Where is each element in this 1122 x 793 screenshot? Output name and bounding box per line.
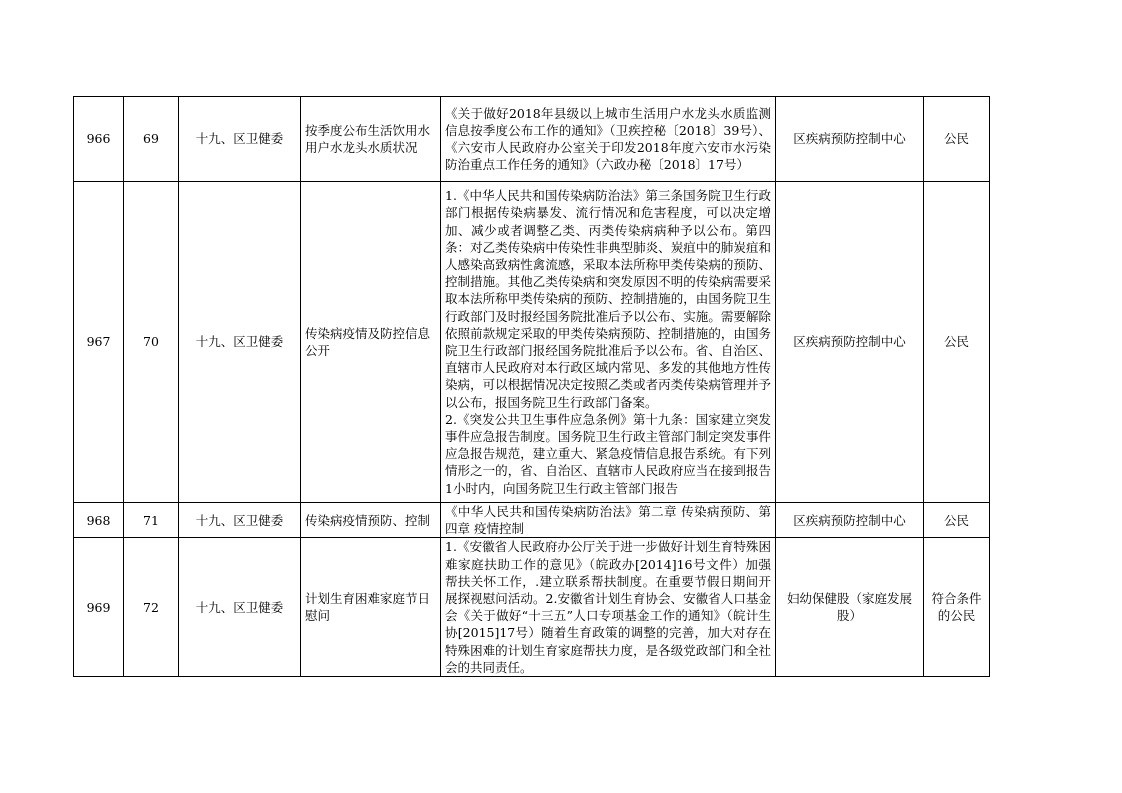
row-target: 公民 <box>924 503 990 538</box>
basis-paragraph: 1.《安徽省人民政府办公厅关于进一步做好计划生育特殊困难家庭扶助工作的意见》（皖政办[2014]16号文件）加强帮扶关怀工作，.建立联系帮扶制度。在重要节假日期间开展探视慰问活动。2.安徽省计划生育协会、安徽省人口基金会《关于做好“十三五”人口专项基金工作的通知》（皖计生协[2015]17号）随着生育政策的调整的完善，加大对存在特殊困难的计划生育家庭帮扶力度，是各级党政部门和全社会的共同责任。 <box>445 539 771 675</box>
row-basis <box>441 538 776 677</box>
row-responsible: 区疾病预防控制中心 <box>776 503 924 538</box>
row-sub-index: 69 <box>124 97 179 182</box>
row-sub-index: 70 <box>124 182 179 503</box>
row-item: 传染病疫情预防、控制 <box>301 503 441 538</box>
table-row <box>74 538 990 677</box>
row-index: 968 <box>74 503 124 538</box>
basis-paragraph: 2.《突发公共卫生事件应急条例》第十九条：国家建立突发事件应急报告制度。国务院卫生行政主管部门制定突发事件应急报告规范，建立重大、紧急疫情信息报告系统。有下列情形之一的，省、自治区、直辖市人民政府应当在接到报告1小时内，向国务院卫生行政主管部门报告 <box>445 411 771 496</box>
row-index: 969 <box>74 538 124 677</box>
disclosure-table <box>73 96 990 677</box>
row-target: 公民 <box>924 97 990 182</box>
basis-paragraph: 1.《中华人民共和国传染病防治法》第三条国务院卫生行政部门根据传染病暴发、流行情况和危害程度，可以决定增加、减少或者调整乙类、丙类传染病病种予以公布。第四条：对乙类传染病中传染性非典型肺炎、炭疽中的肺炭疽和人感染高致病性禽流感，采取本法所称甲类传染病的预防、控制措施。其他乙类传染病和突发原因不明的传染病需要采取本法所称甲类传染病的预防、控制措施的，由国务院卫生行政部门及时报经国务院批准后予以公布、实施。需要解除依照前款规定采取的甲类传染病预防、控制措施的，由国务院卫生行政部门报经国务院批准后予以公布。省、自治区、直辖市人民政府对本行政区域内常见、多发的其他地方性传染病，可以根据情况决定按照乙类或者丙类传染病管理并予以公布，报国务院卫生行政部门备案。 <box>445 188 771 410</box>
table-row <box>74 182 990 503</box>
row-sub-index: 72 <box>124 538 179 677</box>
row-department: 十九、区卫健委 <box>179 97 301 182</box>
row-responsible: 区疾病预防控制中心 <box>776 182 924 503</box>
row-target: 符合条件的公民 <box>924 538 990 677</box>
basis-paragraph: 《中华人民共和国传染病防治法》第二章 传染病预防、第四章 疫情控制 <box>445 504 771 537</box>
row-responsible: 妇幼保健股（家庭发展股） <box>776 538 924 677</box>
row-department: 十九、区卫健委 <box>179 538 301 677</box>
row-index: 966 <box>74 97 124 182</box>
table-row <box>74 97 990 182</box>
row-sub-index: 71 <box>124 503 179 538</box>
row-item: 传染病疫情及防控信息公开 <box>301 182 441 503</box>
row-target: 公民 <box>924 182 990 503</box>
row-department: 十九、区卫健委 <box>179 503 301 538</box>
row-item: 计划生育困难家庭节日慰问 <box>301 538 441 677</box>
row-responsible: 区疾病预防控制中心 <box>776 97 924 182</box>
row-department: 十九、区卫健委 <box>179 182 301 503</box>
row-item: 按季度公布生活饮用水用户水龙头水质状况 <box>301 97 441 182</box>
basis-paragraph: 《关于做好2018年县级以上城市生活用户水龙头水质监测信息按季度公布工作的通知》（卫疾控秘〔2018〕39号）、《六安市人民政府办公室关于印发2018年度六安市水污染防治重点工作任务的通知》（六政办秘〔2018〕17号） <box>445 105 771 173</box>
row-index: 967 <box>74 182 124 503</box>
row-basis <box>441 503 776 538</box>
table-row <box>74 503 990 538</box>
row-basis <box>441 182 776 503</box>
row-basis <box>441 97 776 182</box>
